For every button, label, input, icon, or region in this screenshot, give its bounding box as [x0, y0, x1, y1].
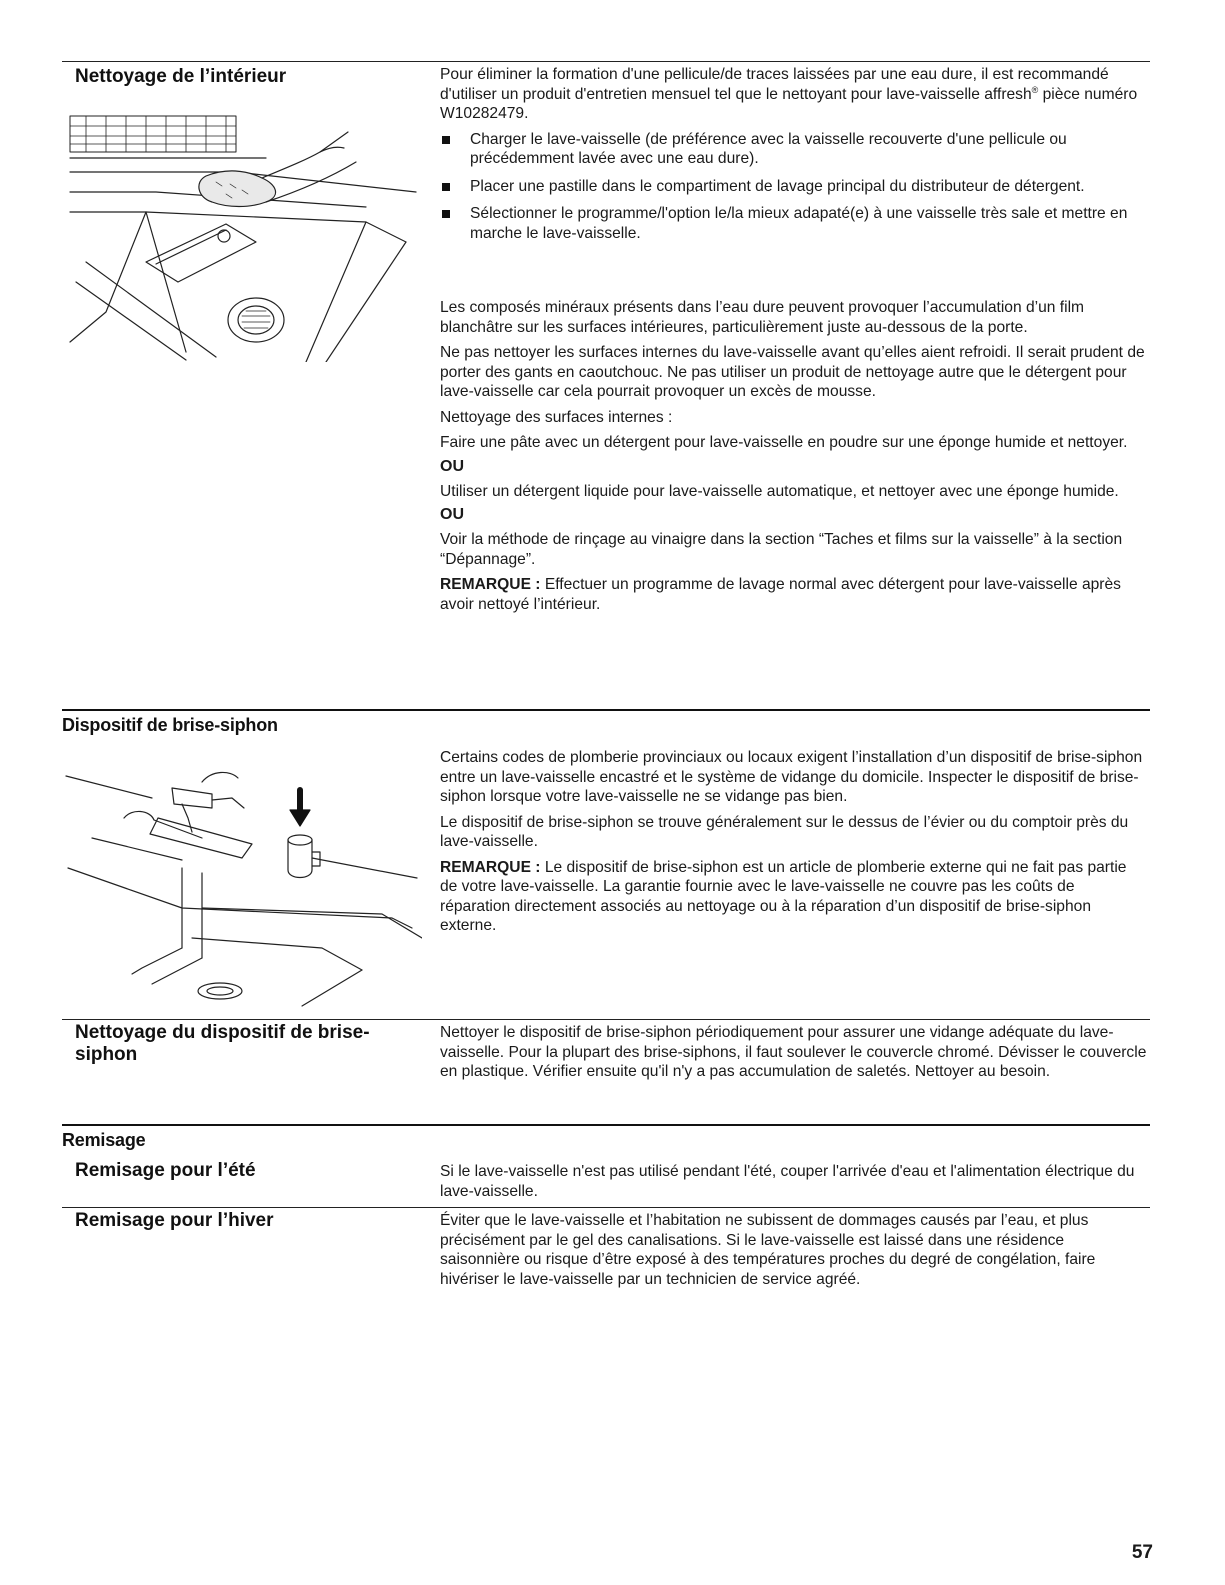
- vinegar-paragraph: Voir la méthode de rinçage au vinaigre dans la section “Taches et films sur la vaisselle” à la section “Dépannage”.: [440, 531, 1123, 568]
- cool-warning-paragraph: Ne pas nettoyer les surfaces internes du lave-vaisselle avant qu’elles aient refroidi. Il serait prudent de porter des gants en caoutchouc. Ne pas utiliser un produit de nettoyage autre que le détergent pour lave-vaisselle car cela pourrait provoquer un excès de mousse.: [440, 344, 1145, 400]
- note-text: Le dispositif de brise-siphon est un article de plomberie externe qui ne fait pas partie de votre lave-vaisselle. La garantie fournie avec le lave-vaisselle ne couvre pas les coûts de réparation directement associés au nettoyage ou à la réparation d’un dispositif de brise-siphon externe.: [440, 858, 1127, 934]
- summer-storage-text: [440, 1162, 1148, 1207]
- list-item-text: Charger le lave-vaisselle (de préférence avec la vaisselle recouverte d'une pellicule ou précédemment lavée avec une eau dure).: [470, 130, 1067, 167]
- paste-paragraph: Faire une pâte avec un détergent pour lave-vaisselle en poudre sur une éponge humide et nettoyer.: [440, 434, 1128, 451]
- bullet-icon: [442, 210, 450, 218]
- list-item: [440, 204, 1148, 243]
- or-label: OU: [440, 506, 464, 523]
- summer-storage-paragraph: Si le lave-vaisselle n'est pas utilisé pendant l'été, couper l'arrivée d'eau et l'alimentation électrique du lave-vaisselle.: [440, 1163, 1135, 1200]
- note-label: REMARQUE :: [440, 576, 541, 593]
- or-label: OU: [440, 457, 464, 475]
- page-number: 57: [1131, 1542, 1153, 1563]
- air-gap-cleaning-text: [440, 1023, 1148, 1088]
- list-item-text: Sélectionner le programme/l'option le/la mieux adapaté(e) à une vaisselle très sale et mettre en marche le lave-vaisselle.: [470, 205, 1128, 242]
- sink-air-gap-illustration: [62, 748, 422, 1008]
- heading-winter-storage: Remisage pour l’hiver: [75, 1210, 274, 1231]
- interior-text: [440, 65, 1148, 251]
- bullet-icon: [442, 183, 450, 191]
- air-gap-paragraph-1: Certains codes de plomberie provinciaux ou locaux exigent l’installation d’un dispositif de brise-siphon entre un lave-vaisselle encastré et le système de vidange du domicile. Inspecter le dispositif de brise-siphon lorsque votre lave-vaisselle ne se vidange pas bien.: [440, 749, 1143, 805]
- interior-text-2: [440, 298, 1148, 620]
- note-label: REMARQUE :: [440, 858, 541, 876]
- rule-air-gap: [62, 709, 1150, 711]
- rule-winter-storage: [62, 1207, 1150, 1208]
- interior-intro-b: pièce numéro W10282479.: [440, 85, 1138, 122]
- heading-air-gap-cleaning: Nettoyage du dispositif de brise-siphon: [75, 1022, 370, 1065]
- internal-surfaces-paragraph: Nettoyage des surfaces internes :: [440, 408, 673, 426]
- heading-summer-storage: Remisage pour l’été: [75, 1160, 256, 1181]
- interior-intro-a: Pour éliminer la formation d'une pellicule/de traces laissées par une eau dure, il est recommandé d'utiliser un produit d'entretien mensuel tel que le nettoyant pour lave-vaisselle affresh: [440, 66, 1109, 103]
- heading-interior: Nettoyage de l’intérieur: [75, 66, 287, 87]
- heading-air-gap: Dispositif de brise-siphon: [62, 715, 278, 735]
- air-gap-note: [440, 858, 1148, 936]
- liquid-paragraph: Utiliser un détergent liquide pour lave-vaisselle automatique, et nettoyer avec une éponge humide.: [440, 482, 1119, 500]
- minerals-paragraph: Les composés minéraux présents dans l’eau dure peuvent provoquer l’accumulation d’un film blanchâtre sur les surfaces intérieures, particulièrement juste au-dessous de la porte.: [440, 299, 1085, 336]
- air-gap-cleaning-paragraph: Nettoyer le dispositif de brise-siphon périodiquement pour assurer une vidange adéquate du lave-vaisselle. Pour la plupart des brise-siphons, il faut soulever le couvercle chromé. Dévisser le couvercle en plastique. Vérifier ensuite qu'il n'y a pas accumulation de saletés. Nettoyer au besoin.: [440, 1024, 1147, 1080]
- winter-storage-text: [440, 1211, 1148, 1295]
- air-gap-paragraph-2: Le dispositif de brise-siphon se trouve généralement sur le dessus de l’évier ou du comptoir près du lave-vaisselle.: [440, 813, 1129, 850]
- air-gap-text: [440, 748, 1148, 942]
- registered-mark: ®: [1031, 84, 1039, 95]
- interior-intro: [440, 65, 1148, 124]
- heading-storage: Remisage: [62, 1130, 146, 1150]
- rule-interior: [62, 61, 1150, 62]
- list-item: [440, 130, 1148, 169]
- winter-storage-paragraph: Éviter que le lave-vaisselle et l’habitation ne subissent de dommages causés par l’eau, et plus précisément par le gel des canalisations. Si le lave-vaisselle est laissé dans une résidence saisonnière ou risque d’être exposé à des températures proches du degré de congélation, faire hivériser le lave-vaisselle par un technicien de service agréé.: [440, 1212, 1096, 1288]
- interior-steps: [440, 130, 1148, 244]
- note-text: Effectuer un programme de lavage normal avec détergent pour lave-vaisselle après avoir nettoyé l’intérieur.: [440, 576, 1121, 613]
- bullet-icon: [442, 136, 450, 144]
- list-item: [440, 177, 1148, 197]
- rule-storage: [62, 1124, 1150, 1126]
- list-item-text: Placer une pastille dans le compartiment de lavage principal du distributeur de détergent.: [470, 177, 1085, 195]
- rule-air-gap-cleaning: [62, 1019, 1150, 1020]
- dishwasher-interior-illustration: [66, 112, 422, 362]
- interior-note: [440, 575, 1148, 614]
